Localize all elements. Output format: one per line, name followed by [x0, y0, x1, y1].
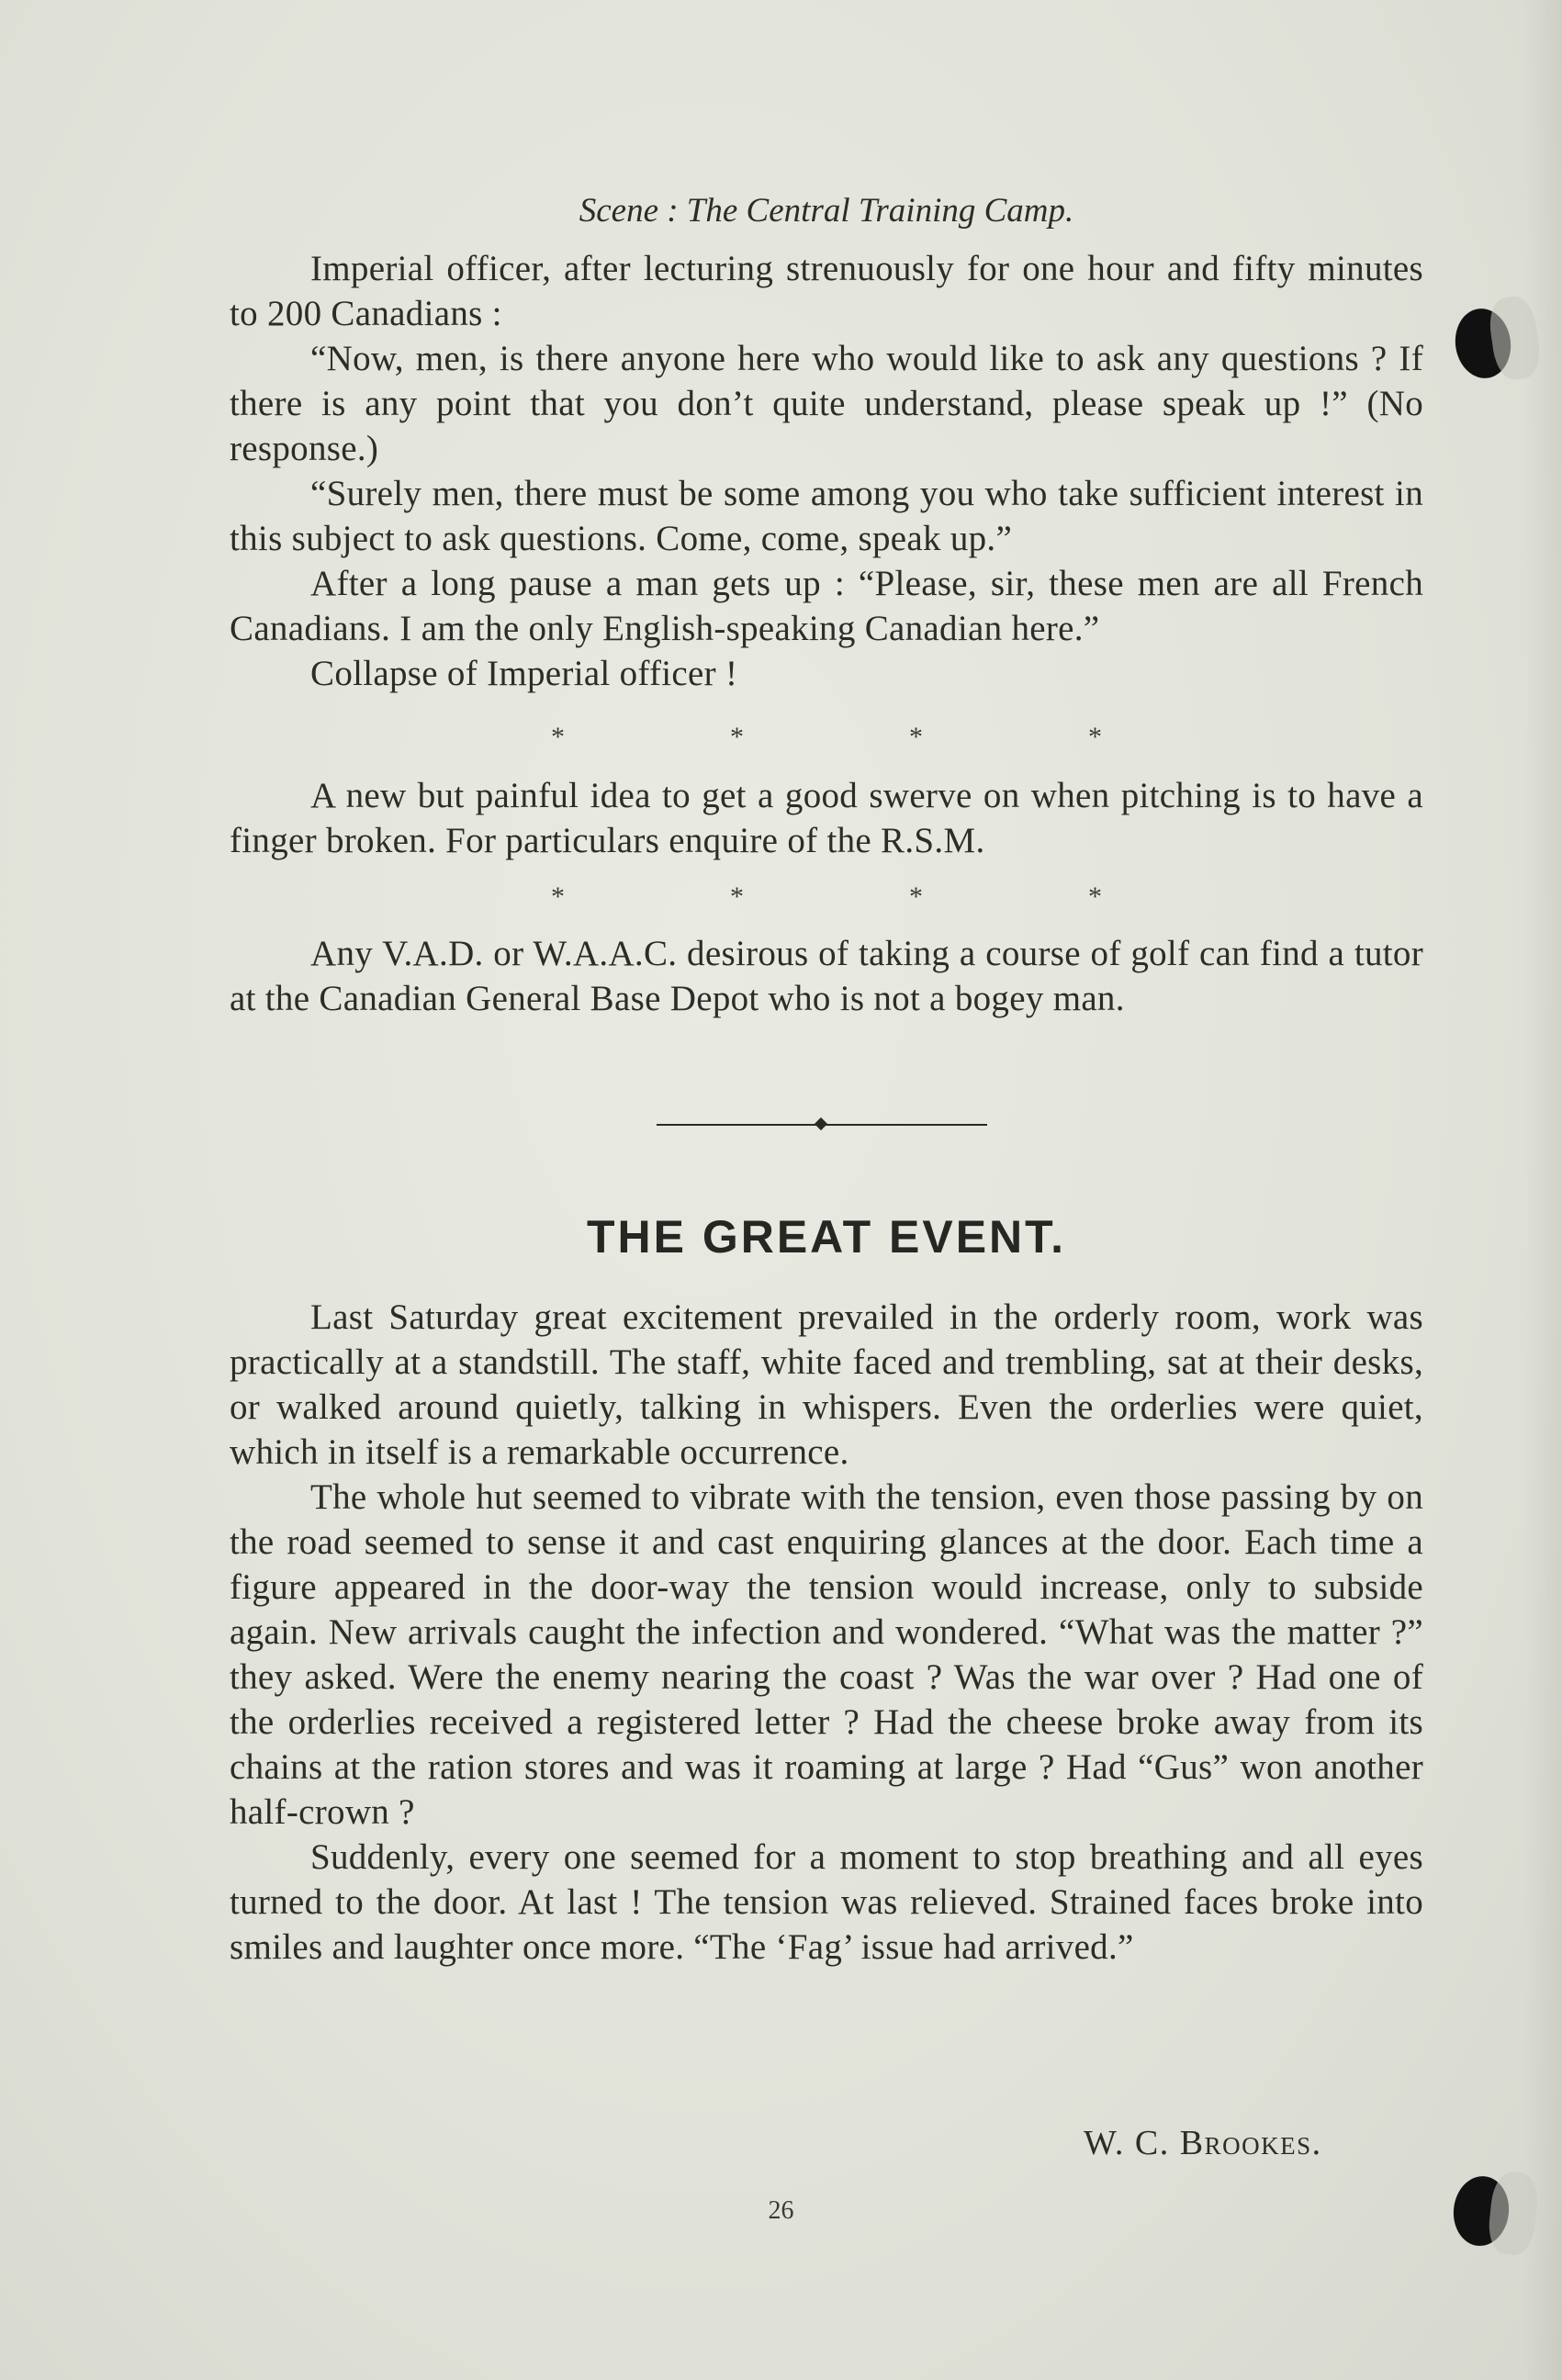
golf-item — [230, 931, 1423, 1021]
anecdote-paragraph: “Surely men, there must be some among you who take sufficient interest in this subject to ask questions. Come, come, speak up.” — [230, 474, 1423, 558]
signature-name: Brookes. — [1179, 2124, 1322, 2162]
anecdote-paragraph: Collapse of Imperial officer ! — [310, 654, 738, 693]
item-paragraph: Any V.A.D. or W.A.A.C. desirous of taking a course of golf can find a tutor at the Canadian General Base Depot who is not a bogey man. — [230, 934, 1423, 1018]
asterism-separator — [551, 722, 1102, 753]
anecdote-paragraph: “Now, men, is there anyone here who would like to ask any questions ? If there is any point that you don’t quite understand, please speak up !” (No response.) — [230, 339, 1423, 468]
article-body — [230, 1295, 1423, 1970]
asterisk: * — [730, 881, 744, 912]
asterisk: * — [1088, 881, 1102, 912]
article-paragraph: Suddenly, every one seemed for a moment to stop breathing and all eyes turned to the door. At last ! The tension was relieved. Strained faces broke into smiles and laughter once more. “The ‘Fag’ issue had arrived.” — [230, 1837, 1423, 1967]
finger-item — [230, 773, 1423, 863]
divider-diamond-ornament — [815, 1117, 827, 1130]
asterisk: * — [909, 881, 923, 912]
page-number: 26 — [768, 2196, 794, 2225]
item-paragraph: A new but painful idea to get a good swerve on when pitching is to have a finger broken. For particulars enquire of the R.S.M. — [230, 776, 1423, 860]
asterisk: * — [551, 722, 565, 752]
officer-anecdote — [230, 246, 1423, 696]
article-paragraph: The whole hut seemed to vibrate with the tension, even those passing by on the road seemed to sense it and cast enquiring glances at the door. Each time a figure appeared in the door-way the tension would increase, only to subside again. New arrivals caught the infection and wondered. “What was the matter ?” they asked. Were the enemy nearing the coast ? Was the war over ? Had one of the orderlies received a registered letter ? Had the cheese broke away from its chains at the ration stores and was it roaming at large ? Had “Gus” won another half-crown ? — [230, 1477, 1423, 1832]
section-divider — [657, 1122, 987, 1128]
asterisk: * — [909, 722, 923, 752]
article-paragraph: Last Saturday great excitement prevailed in the orderly room, work was practically at a standstill. The staff, white faced and trembling, sat at their desks, or walked around quietly, talking in whispers. Even the orderlies were quiet, which in itself is a remarkable occurrence. — [230, 1297, 1423, 1472]
asterisk: * — [730, 722, 744, 752]
binding-hole-top — [1451, 305, 1515, 382]
anecdote-paragraph: Imperial officer, after lecturing strenuously for one hour and fifty minutes to 200 Canadians : — [230, 249, 1423, 333]
anecdote-paragraph: After a long pause a man gets up : “Please, sir, these men are all French Canadians. I am the only English-speaking Canadian here.” — [230, 564, 1423, 648]
scene-heading: Scene : The Central Training Camp. — [579, 192, 1074, 230]
asterisk: * — [551, 881, 565, 912]
asterism-separator — [551, 881, 1102, 913]
article-signature — [1084, 2123, 1322, 2163]
article-title: THE GREAT EVENT. — [586, 1211, 1067, 1263]
asterisk: * — [1088, 722, 1102, 752]
signature-initials: W. C. — [1084, 2124, 1170, 2162]
